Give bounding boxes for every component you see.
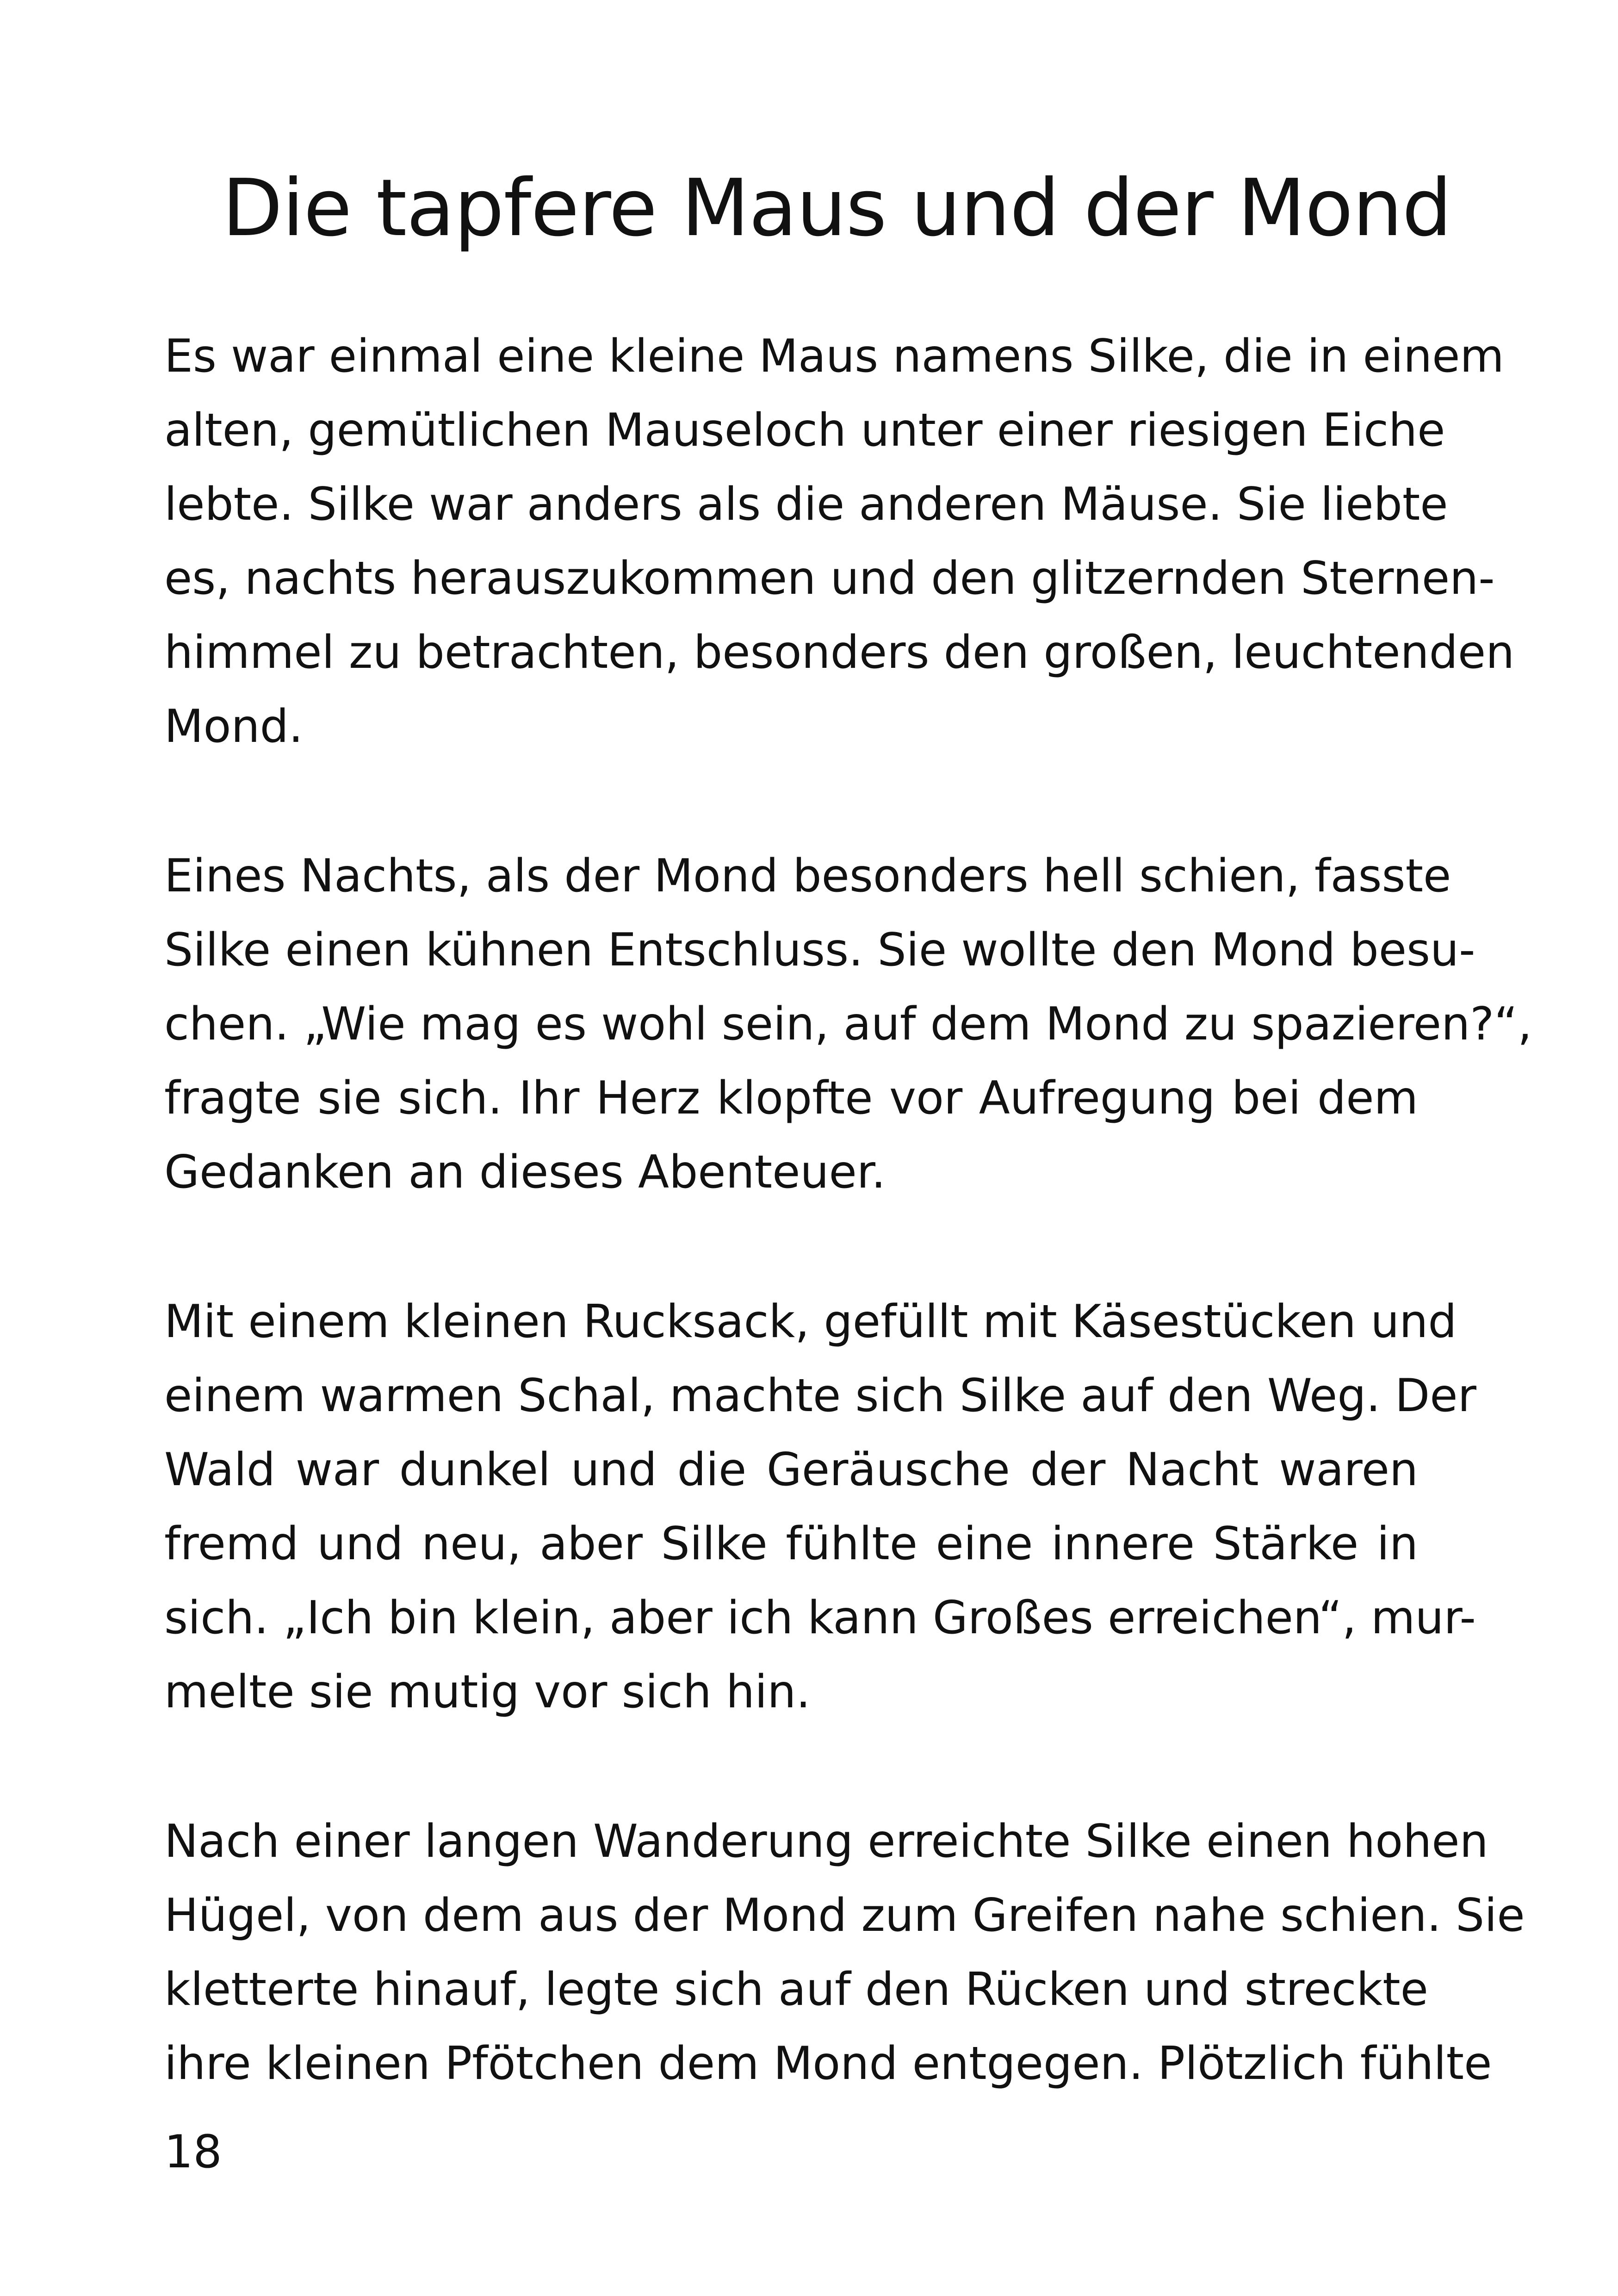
text-line: ihre kleinen Pfötchen dem Mond entgegen. Plötzlich fühlte bbox=[164, 2037, 1492, 2090]
text-line: Mit einem kleinen Rucksack, gefüllt mit Käsestücken und bbox=[164, 1295, 1457, 1348]
text-line: fragte sie sich. Ihr Herz klopfte vor Aufregung bei dem bbox=[164, 1072, 1418, 1125]
chapter-title: Die tapfere Maus und der Mond bbox=[222, 162, 1452, 254]
story-body bbox=[164, 319, 1532, 2176]
text-line: einem warmen Schal, machte sich Silke auf den Weg. Der bbox=[164, 1369, 1476, 1422]
text-line: alten, gemütlichen Mauseloch unter einer riesigen Eiche bbox=[164, 404, 1445, 457]
paragraph-4 bbox=[164, 1804, 1525, 2101]
text-line: es, nachts herauszukommen und den glitzernden Sternen- bbox=[164, 552, 1495, 605]
text-line: Silke einen kühnen Entschluss. Sie wollte den Mond besu- bbox=[164, 924, 1475, 977]
text-line: kletterte hinauf, legte sich auf den Rücken und streckte bbox=[164, 1963, 1428, 2016]
text-line: chen. „Wie mag es wohl sein, auf dem Mond zu spazieren?“, bbox=[164, 998, 1532, 1051]
text-line: himmel zu betrachten, besonders den großen, leuchtenden bbox=[164, 626, 1515, 679]
paragraph-3 bbox=[164, 1285, 1476, 1729]
text-line: Hügel, von dem aus der Mond zum Greifen nahe schien. Sie bbox=[164, 1889, 1525, 1942]
page-number: 18 bbox=[164, 2126, 222, 2178]
paragraph-2 bbox=[164, 839, 1532, 1209]
text-line: Es war einmal eine kleine Maus namens Silke, die in einem bbox=[164, 330, 1504, 383]
paragraph-1 bbox=[164, 319, 1515, 764]
text-line: fremd und neu, aber Silke fühlte eine innere Stärke in bbox=[164, 1518, 1418, 1570]
text-line: sich. „Ich bin klein, aber ich kann Großes erreichen“, mur- bbox=[164, 1592, 1476, 1644]
text-line: lebte. Silke war anders als die anderen Mäuse. Sie liebte bbox=[164, 478, 1448, 531]
text-line: Gedanken an dieses Abenteuer. bbox=[164, 1146, 886, 1199]
text-line: Nach einer langen Wanderung erreichte Silke einen hohen bbox=[164, 1815, 1488, 1868]
text-line: Wald war dunkel und die Geräusche der Nacht waren bbox=[164, 1444, 1418, 1496]
text-line: Mond. bbox=[164, 700, 303, 753]
text-line: Eines Nachts, als der Mond besonders hell schien, fasste bbox=[164, 850, 1451, 902]
text-line: melte sie mutig vor sich hin. bbox=[164, 1666, 811, 1718]
